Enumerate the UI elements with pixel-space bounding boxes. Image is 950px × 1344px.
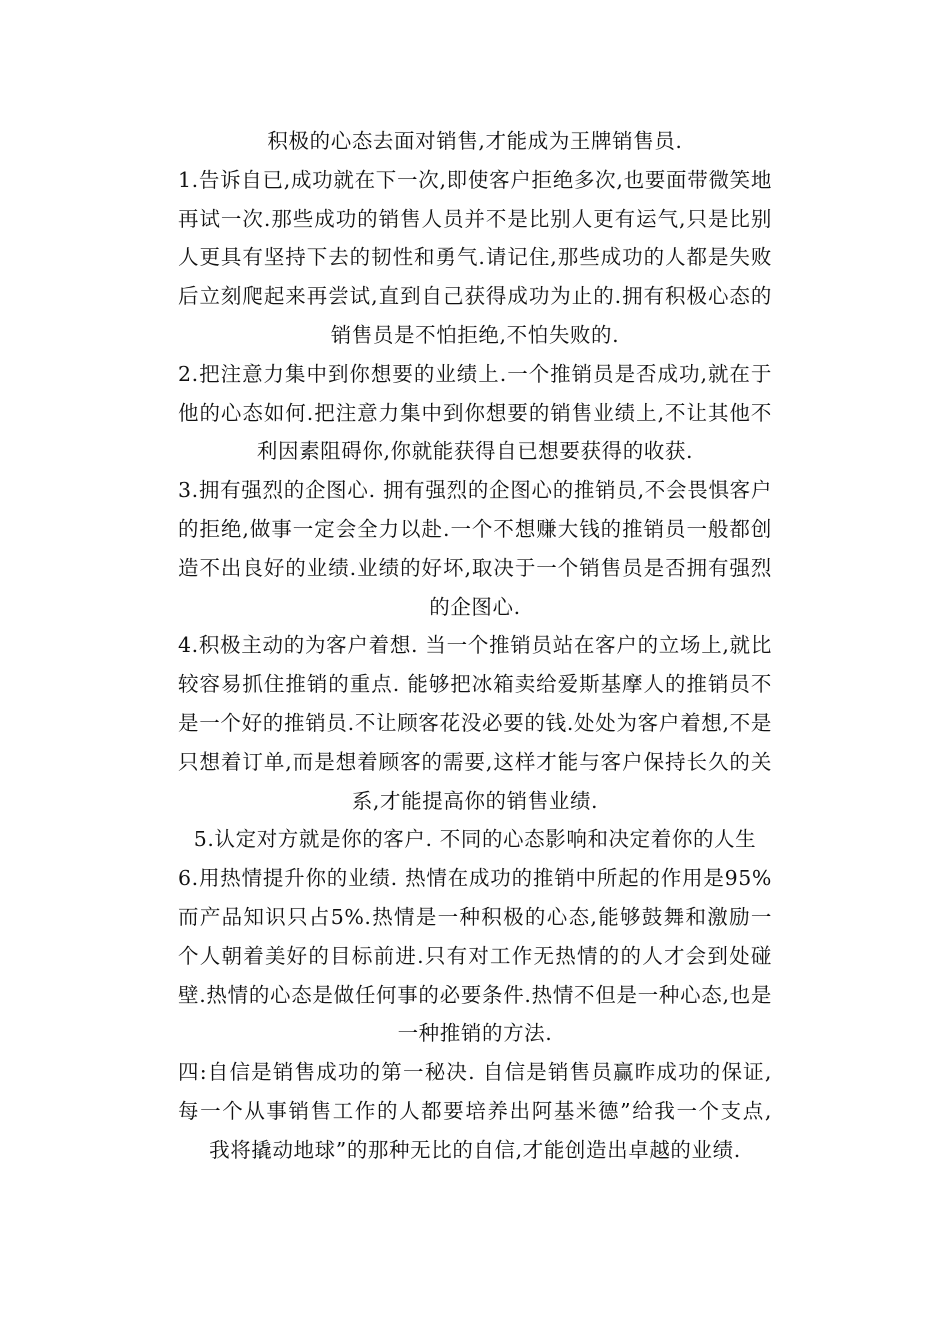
paragraph-point-2: 2.把注意力集中到你想要的业绩上.一个推销员是否成功,就在于他的心态如何.把注意力集中到你想要的销售业绩上,不让其他不利因素阻碍你,你就能获得自已想要获得的收获.: [178, 361, 772, 464]
paragraph-point-1: 1.告诉自已,成功就在下一次,即使客户拒绝多次,也要面带微笑地再试一次.那些成功的销售人员并不是比别人更有运气,只是比别人更具有坚持下去的韧性和勇气.请记住,那些成功的人都是失败后立刻爬起来再尝试,直到自己获得成功为止的.拥有积极心态的销售员是不怕拒绝,不怕失败的.: [178, 167, 772, 347]
paragraph-section-4: 四:自信是销售成功的第一秘决. 自信是销售员赢昨成功的保证,每一个从事销售工作的人都要培养出阿基米德”给我一个支点, 我将撬动地球”的那种无比的自信,才能创造出卓越的业绩.: [178, 1060, 772, 1162]
paragraph-intro: 积极的心态去面对销售,才能成为王牌销售员.: [267, 129, 683, 153]
document-page: [178, 122, 772, 1170]
paragraph-point-6: 6.用热情提升你的业绩. 热情在成功的推销中所起的作用是95% 而产品知识只占5%.热情是一种积极的心态,能够鼓舞和激励一个人朝着美好的目标前进.只有对工作无热情的的人才会到处碰壁.热情的心态是做任何事的必要条件.热情不但是一种心态,也是一种推销的方法.: [178, 866, 772, 1046]
paragraph-point-5: 5.认定对方就是你的客户. 不同的心态影响和决定着你的人生: [193, 827, 757, 852]
paragraph-point-4: 4.积极主动的为客户着想. 当一个推销员站在客户的立场上,就比较容易抓住推销的重点. 能够把冰箱卖给爱斯基摩人的推销员不是一个好的推销员.不让顾客花没必要的钱.处处为客户着想,不是只想着订单,而是想着顾客的需要,这样才能与客户保持长久的关系,才能提高你的销售业绩.: [178, 633, 772, 813]
paragraph-point-3: 3.拥有强烈的企图心. 拥有强烈的企图心的推销员,不会畏惧客户的拒绝,做事一定会全力以赴.一个不想赚大钱的推销员一般都创造不出良好的业绩.业绩的好坏,取决于一个销售员是否拥有强烈的企图心.: [178, 478, 772, 619]
